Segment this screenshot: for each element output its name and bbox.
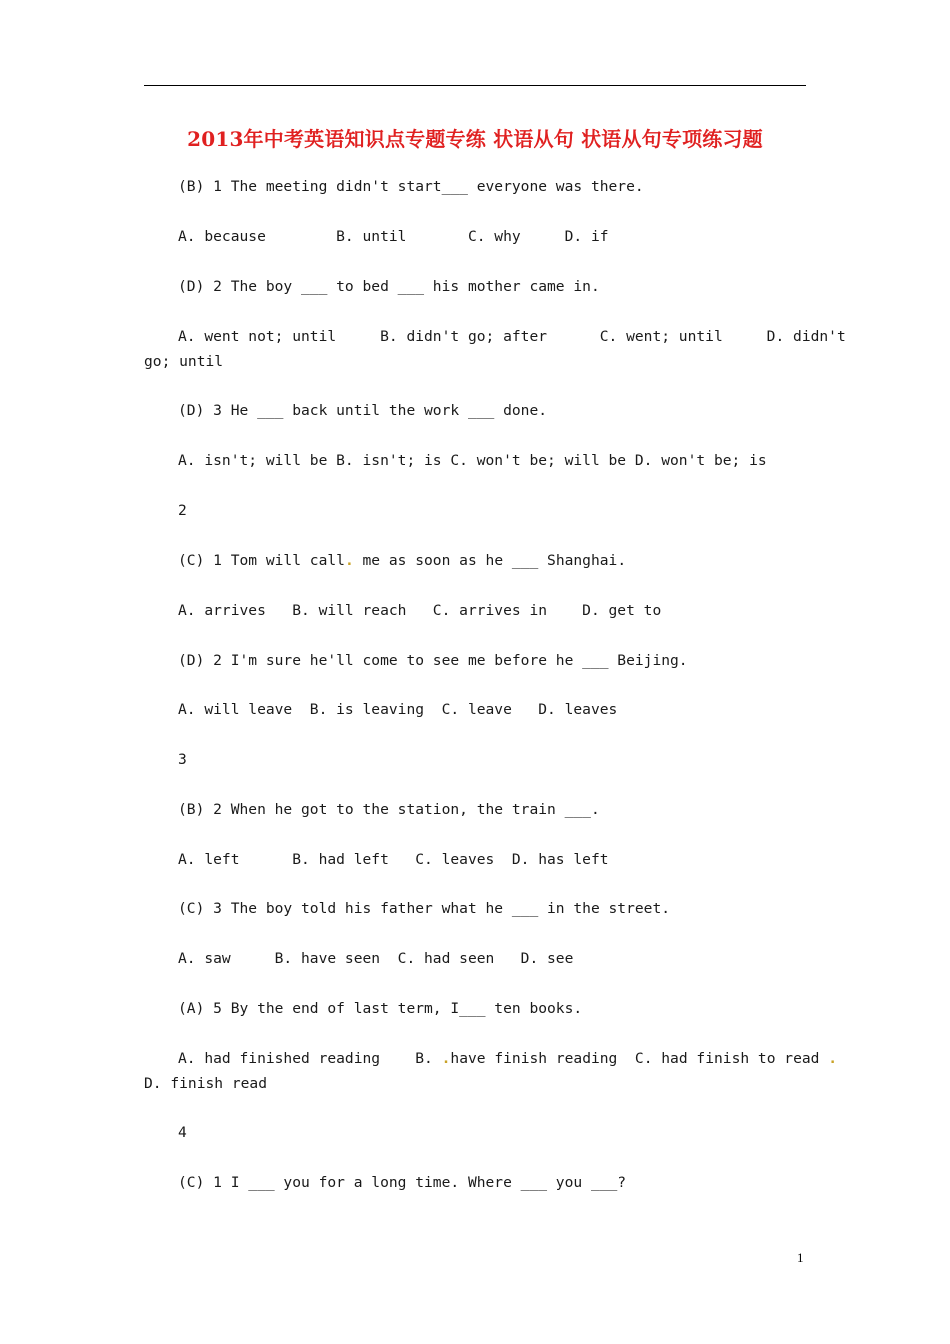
question-c1-start: (C) 1 Tom will call [178,552,345,569]
header-rule [144,85,806,86]
section-number-3: 3 [178,751,187,768]
decorative-dot: . [441,1050,451,1067]
options-d5 [178,1050,837,1067]
question-b3: (D) 3 He ___ back until the work ___ done. [178,402,548,419]
options-b3: A. isn't; will be B. isn't; is C. won't be; will be D. won't be; is [178,452,767,469]
options-d5-cont: D. finish read [144,1075,268,1092]
question-c1-end: me as soon as he ___ Shanghai. [353,552,627,569]
question-d3: (C) 3 The boy told his father what he ___ in the street. [178,900,671,917]
options-b2-cont: go; until [144,353,224,370]
options-b1: A. because B. until C. why D. if [178,228,609,245]
question-c2: (D) 2 I'm sure he'll come to see me before he ___ Beijing. [178,652,688,669]
question-e1: (C) 1 I ___ you for a long time. Where ___ you ___? [178,1174,627,1191]
section-number-2: 2 [178,502,187,519]
question-b2: (D) 2 The boy ___ to bed ___ his mother came in. [178,278,600,295]
question-d5: (A) 5 By the end of last term, I___ ten books. [178,1000,583,1017]
section-number-4: 4 [178,1124,187,1141]
options-b2: A. went not; until B. didn't go; after C. went; until D. didn't [178,328,846,345]
question-b1: (B) 1 The meeting didn't start___ everyone was there. [178,178,644,195]
options-c2: A. will leave B. is leaving C. leave D. leaves [178,701,618,718]
question-c1 [178,552,626,569]
decorative-dot: . [828,1050,838,1067]
options-d2: A. left B. had left C. leaves D. has left [178,851,609,868]
options-d3: A. saw B. have seen C. had seen D. see [178,950,574,967]
page-title: 2013年中考英语知识点专题专练 状语从句 状语从句专项练习题 [187,127,763,151]
question-d2: (B) 2 When he got to the station, the train ___. [178,801,600,818]
options-d5-mid: have finish reading C. had finish to read [450,1050,820,1067]
options-d5-start: A. had finished reading B. [178,1050,433,1067]
options-c1: A. arrives B. will reach C. arrives in D. get to [178,602,662,619]
page-number: 1 [797,1250,804,1265]
decorative-dot: . [344,552,354,569]
